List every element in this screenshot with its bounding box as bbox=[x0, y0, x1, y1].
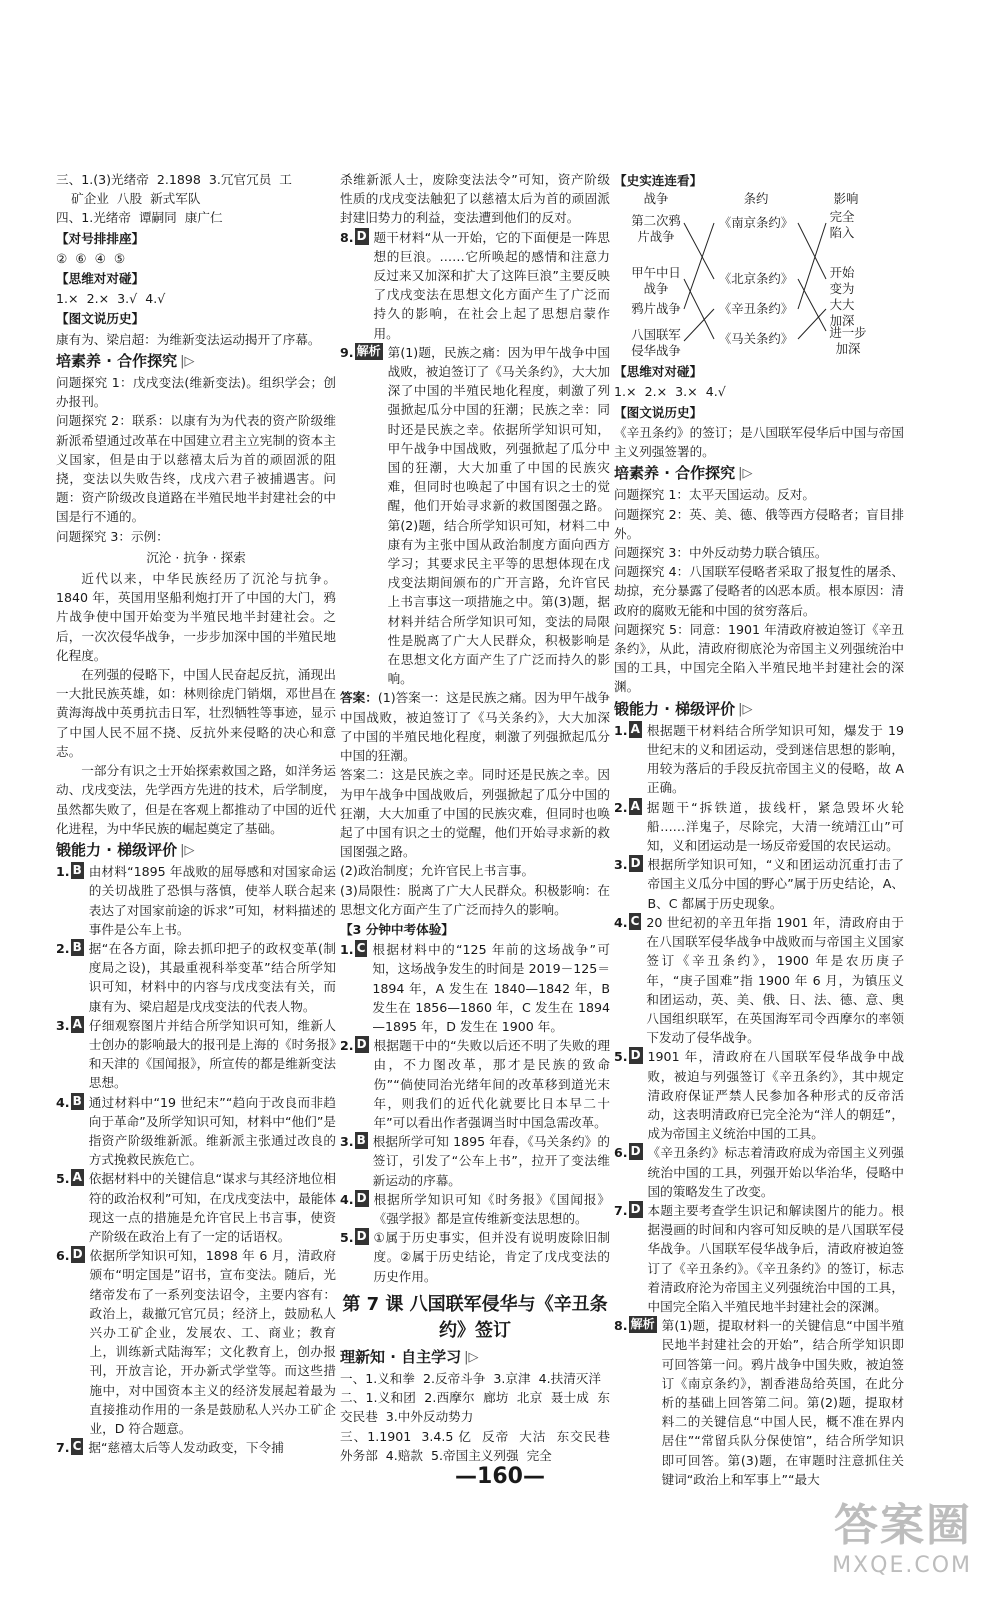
war-label: 鸦片战争 bbox=[631, 301, 681, 317]
answer-label: 答案： bbox=[340, 690, 378, 706]
item-text: 20 世纪初的辛丑年指 1901 年，清政府由于在八国联军侵华战争中战败而与帝国主义国家签订《辛丑条约》，1900 年是农历庚子年，“庚子国难”指 1900 年 6 月，为镇压义和团运动，英、美、俄、日、法、德、意、奥八国组织联军，在英国海军司令西摩尔的率领下发动了侵华战争。 bbox=[646, 914, 904, 1046]
answer-badge: D bbox=[356, 1229, 367, 1244]
answer-item bbox=[56, 939, 336, 1016]
answer-line: 四、1.光绪帝 谭嗣同 康广仁 bbox=[56, 210, 223, 226]
answer-badge: D bbox=[72, 1247, 83, 1262]
match-line bbox=[798, 223, 826, 279]
answer-badge: 解析 bbox=[356, 343, 381, 358]
answer-item bbox=[340, 1132, 610, 1190]
treaty-label: 《辛丑条约》 bbox=[718, 301, 794, 317]
item-text: 通过材料中“19 世纪末”“趋向于改良而非趋向于革命”及所学知识可知，材料中“他们”是指资产阶级维新派。维新派主张通过改良的方式挽救民族危亡。 bbox=[88, 1094, 336, 1168]
answer-badge: B bbox=[356, 1133, 366, 1148]
section-heading bbox=[340, 1348, 610, 1367]
item-number: 4. bbox=[614, 914, 628, 930]
answer-badge: D bbox=[630, 1144, 641, 1159]
section-tag: 【3 分钟中考体验】 bbox=[340, 921, 454, 937]
item-number: 2. bbox=[614, 799, 628, 815]
page-number: —160— bbox=[455, 1464, 545, 1489]
answer-badge: C bbox=[630, 913, 640, 928]
section-bar-icon: |▷ bbox=[180, 842, 195, 858]
answer-line: 矿企业 八股 新式军队 bbox=[71, 191, 201, 207]
item-number: 5. bbox=[340, 1230, 354, 1246]
section-tag: 【思维对对碰】 bbox=[614, 364, 703, 380]
item-number: 5. bbox=[614, 1049, 628, 1065]
war-label: 第二次鸦片战争 bbox=[631, 213, 681, 245]
item-number: 2. bbox=[340, 1038, 354, 1054]
column-3 bbox=[614, 170, 904, 1489]
answer-line: 三、1.(3)光绪帝 2.1898 3.冗官冗员 工 bbox=[56, 172, 292, 187]
answer-item bbox=[614, 855, 904, 913]
answer-badge: D bbox=[630, 1201, 641, 1216]
watermark-logo bbox=[832, 1489, 972, 1578]
answer-item bbox=[56, 862, 336, 939]
answer-item bbox=[614, 1047, 904, 1143]
war-label: 八国联军侵华战争 bbox=[631, 327, 681, 359]
knowledge-answer: 二、1.义和团 2.西摩尔 廊坊 北京 聂士成 东交民巷 3.中外反动势力 bbox=[340, 1390, 610, 1425]
item-text: 1901 年，清政府在八国联军侵华战争中战败，被迫与列强签订《辛丑条约》，其中规定清政府保证严禁人民参加各种形式的反帝活动，这表明清政府已完全沦为“洋人的朝廷”，成为帝国主义统治中国的工具。 bbox=[647, 1049, 904, 1142]
item-number: 6. bbox=[614, 1145, 628, 1161]
answer-item bbox=[56, 1246, 336, 1438]
answer-item bbox=[340, 228, 610, 343]
answer-item bbox=[340, 940, 610, 1036]
inquiry-answer: 问题探究 5：同意：1901 年清政府被迫签订《辛丑条约》，从此，清政府彻底沦为帝国主义列强统治中国的工具，中国完全陷入半殖民地半封建社会的深渊。 bbox=[614, 621, 904, 695]
answer-badge: D bbox=[630, 856, 641, 871]
answer-badge: B bbox=[72, 939, 82, 954]
section-tag: 【对号排排座】 bbox=[56, 230, 145, 246]
watermark-url: MXQE.COM bbox=[832, 1553, 972, 1578]
match-line bbox=[798, 223, 826, 309]
item-number: 2. bbox=[56, 940, 70, 956]
answer-text: (3)局限性：脱离了广大人民群众。积极影响：在思想文化方面产生了广泛而持久的影响。 bbox=[340, 882, 610, 917]
inquiry-answer: 问题探究 2：联系：以康有为为代表的资产阶级维新派希望通过改革在中国建立君主立宪制的资本主义国家，但是由于以慈禧太后为首的顽固派的阻挠，变法以失败告终，戊戌六君子被捕遇害。问题：资产阶级改良道路在半殖民地半封建社会的中国是行不通的。 bbox=[56, 413, 336, 525]
answer-item bbox=[340, 1228, 610, 1286]
item-text: 据题干“拆铁道，拔线杆，紧急毁坏火轮船……洋鬼子，尽除完，大清一统靖江山”可知，义和团运动是一场反帝爱国的农民运动。 bbox=[646, 799, 904, 854]
inquiry-answer: 问题探究 4：八国联军侵略者采取了报复性的屠杀、劫掠，充分暴露了侵略者的凶恶本质。根本原因：清政府的腐败无能和中国的贫穷落后。 bbox=[614, 564, 904, 618]
diagram-header: 条约 bbox=[743, 191, 769, 207]
answer-badge: A bbox=[72, 1016, 82, 1031]
section-heading-text: 培素养 · 合作探究 bbox=[614, 464, 736, 483]
answer-text: (1)答案一：这是民族之痛。因为甲午战争中国战败，被迫签订了《马关条约》，大大加深了中国的半殖民地化程度，刺激了列强掀起瓜分中国的狂潮。 bbox=[340, 690, 611, 764]
item-text: 依据所学知识可知，1898 年 6 月，清政府颁布“明定国是”诏书，宣布变法。随后，光绪帝发布了一系列变法诏令，主要内容有：政治上，裁撤冗官冗员；经济上，鼓励私人兴办工矿企业，发展农、工、商业；教育上，训练新式陆海军；文化教育上，创办报刊，开放言论，开办新式学堂等。而这些措施中，对中国资本主义的经济发展起着最为直接推动作用的一条是鼓励私人兴办工矿企业，D 符合题意。 bbox=[89, 1248, 336, 1436]
match-line bbox=[684, 309, 714, 341]
answer-item bbox=[340, 1190, 610, 1228]
item-number: 7. bbox=[614, 1202, 628, 1218]
war-label: 甲午中日战争 bbox=[631, 265, 681, 297]
item-text: 由材料“1895 年战败的屈辱感和对国家命运的关切战胜了恐惧与落慎，使举人联合起来表达了对国家前途的诉求”可知，材料描述的事件是公车上书。 bbox=[88, 864, 336, 937]
item-number: 1. bbox=[340, 942, 354, 958]
answer-list bbox=[56, 862, 336, 1457]
section-tag: 【图文说历史】 bbox=[614, 404, 703, 420]
item-text: 《辛丑条约》标志着清政府成为帝国主义列强统治中国的工具，列强开始以华治华，侵略中国的策略发生了改变。 bbox=[647, 1145, 904, 1199]
knowledge-answer: 一、1.义和拳 2.反帝斗争 3.京津 4.扶清灭洋 bbox=[340, 1370, 601, 1386]
inquiry-answer: 问题探究 2：英、美、德、俄等西方侵略者；盲目排外。 bbox=[614, 506, 904, 541]
effect-label: 进一步加深 bbox=[829, 325, 867, 357]
item-number: 4. bbox=[340, 1191, 354, 1207]
answer-item bbox=[56, 1016, 336, 1093]
knowledge-answer: 三、1.1901 3.4.5 亿 反帝 大沽 东交民巷 外务部 4.赔款 5.帝国主义列强 完全 bbox=[340, 1428, 619, 1463]
item-text: 根据材料中的“125 年前的这场战争”可知，这场战争发生的时间是 2019－125＝1894 年，A 发生在 1840—1842 年，B 发生在 1856—1860 年，C 发生在 1894—1895 年，D 发生在 1900 年。 bbox=[372, 942, 610, 1034]
essay-paragraph: 一部分有识之士开始探索救国之路，如洋务运动、戊戌变法，先学西方先进的技术，后学制度，虽然都失败了，但是在客观上都推动了中国的近代化进程，为中华民族的崛起奠定了基础。 bbox=[56, 763, 336, 836]
match-line bbox=[684, 223, 714, 279]
section-heading bbox=[614, 700, 904, 719]
item-number: 3. bbox=[614, 857, 628, 873]
column-1 bbox=[56, 170, 336, 1457]
item-text: 依据材料中的关键信息“谋求与其经济地位相符的政治权利”可知，在戊戌变法中，最能体现这一点的措施是允许官民上书言事，使资产阶级在政治上有了一定的话语权。 bbox=[88, 1171, 336, 1244]
item-number: 8. bbox=[340, 229, 354, 245]
treaty-label: 《马关条约》 bbox=[718, 331, 794, 347]
answer-item bbox=[340, 1036, 610, 1132]
answer-item bbox=[56, 1438, 336, 1457]
answer-badge: B bbox=[72, 863, 82, 878]
item-text: 根据所学知识可知《时务报》《国闻报》《强学报》都是宣传维新变法思想的。 bbox=[373, 1191, 610, 1226]
item-text: 根据所学知识可知，“义和团运动沉重打击了帝国主义瓜分中国的野心”属于历史结论，A、B、C 都属于历史现象。 bbox=[647, 857, 904, 911]
section-tag: 【思维对对碰】 bbox=[56, 271, 145, 287]
answer-item bbox=[614, 721, 904, 798]
answer-text: 答案二：这是民族之幸。同时还是民族之幸。因为甲午战争中国战败后，列强掀起了瓜分中国的狂潮，大大加重了中国的民族灾难，但同时也唤起了中国有识之士的觉醒，他们开始寻求新的救国图强之路。 bbox=[340, 767, 610, 860]
answer-item bbox=[614, 1201, 904, 1316]
section-tag: 【史实连连看】 bbox=[614, 173, 703, 188]
answer-item bbox=[56, 1169, 336, 1246]
section-heading-text: 锻能力 · 梯级评价 bbox=[56, 840, 178, 859]
item-text: 第(1)题，民族之痛：因为甲午战争中国战败，被迫签订了《马关条约》，大大加深了中国的半殖民地化程度，刺激了列强掀起瓜分中国的狂潮；民族之幸：同时还是民族之幸。依据所学知识可知，甲午战争中国战败，列强掀起了瓜分中国的狂潮，大大加重了中国的民族灾难，但同时也唤起了中国有识之士的觉醒，他们开始寻求新的救国图强之路。第(2)题，结合所学知识可知，材料二中康有为主张中国从政治制度方面向西方学习；其要求民主平等的思想体现在戊戌变法期间颁布的广开言路，允许官民上书言事这一项措施之中。第(3)题，据材料并结合所学知识可知，变法的局限性是脱离了广大人民群众，积极影响是在思想文化方面产生了广泛而持久的影响。 bbox=[387, 344, 610, 687]
inquiry-answer: 问题探究 1：戊戌变法(维新变法)。组织学会；创办报刊。 bbox=[56, 375, 336, 410]
treaty-label: 《北京条约》 bbox=[718, 271, 794, 287]
answer-item bbox=[340, 343, 610, 689]
answer-item bbox=[56, 1093, 336, 1170]
match-line bbox=[798, 279, 826, 331]
answer-badge: B bbox=[72, 1093, 82, 1108]
watermark-text: 答案圈 bbox=[834, 1500, 972, 1551]
section-bar-icon: |▷ bbox=[180, 353, 195, 369]
answer-item bbox=[614, 798, 904, 856]
item-number: 3. bbox=[340, 1134, 354, 1150]
answer-badge: D bbox=[356, 1190, 367, 1205]
continued-text: 杀维新派人士，废除变法法令”可知，资产阶级性质的戊戌变法触犯了以慈禧太后为首的顽固派封建旧势力的利益，变法遭到他们的反对。 bbox=[340, 172, 610, 226]
answer-badge: D bbox=[356, 1037, 367, 1052]
item-number: 3. bbox=[56, 1017, 70, 1033]
item-text: 第(1)题，提取材料一的关键信息“中国半殖民地半封建社会的开始”，结合所学知识即可回答第一问。鸦片战争中国失败，被迫签订《南京条约》，割香港岛给英国，在此分析的基础上回答第二问。第(2)题，提取材料二的关键信息“中国人民，概不准在界内居住”“常留兵队分保使馆”，结合所学知识即可回答。第(3)题，在审题时注意抓住关键词“政治上和军事上”“最大 bbox=[661, 1318, 904, 1487]
answer-item bbox=[614, 913, 904, 1047]
essay-paragraph: 近代以来，中华民族经历了沉沦与抗争。1840 年，英国用坚船利炮打开了中国的大门，鸦片战争使中国开始变为半殖民地半封建社会。之后，一次次侵华战争，一步步加深中国的半殖民地化程度。 bbox=[56, 571, 336, 663]
item-number: 7. bbox=[56, 1440, 70, 1456]
answer-text: (2)政治制度；允许官民上书言事。 bbox=[340, 863, 535, 879]
section-heading bbox=[614, 464, 904, 483]
item-text: 根据题干材料结合所学知识可知，爆发于 19 世纪末的义和团运动，受到迷信思想的影响，用较为落后的手段反抗帝国主义的侵略，故 A 正确。 bbox=[646, 722, 904, 796]
item-text: 题干材料“从一开始，它的下面便是一阵思想的巨浪。……它所唤起的感情和注意力反过来又加深和扩大了这阵巨浪”主要反映了戊戌变法在思想文化方面产生了广泛而持久的影响，在社会上起了思想启蒙作用。 bbox=[373, 229, 610, 341]
answer-line: 1.× 2.× 3.√ 4.√ bbox=[56, 291, 166, 307]
answer-item bbox=[614, 1143, 904, 1201]
answer-line: ② ⑥ ④ ⑤ bbox=[56, 250, 126, 266]
item-number: 4. bbox=[56, 1094, 70, 1110]
match-line bbox=[684, 223, 714, 309]
item-text: 据“慈禧太后等人发动政变，下令捕 bbox=[88, 1440, 284, 1456]
answer-badge: D bbox=[356, 228, 367, 243]
item-text: 本题主要考查学生识记和解读图片的能力。根据漫画的时间和内容可知反映的是八国联军侵华战争。八国联军侵华战争后，清政府被迫签订了《辛丑条约》。《辛丑条约》的签订，标志着清政府沦为帝国主义列强统治中国的工具，中国完全陷入半殖民地半封建社会的深渊。 bbox=[647, 1202, 904, 1314]
diagram-header: 影响 bbox=[833, 191, 859, 207]
answer-badge: 解析 bbox=[630, 1317, 655, 1332]
item-number: 8. bbox=[614, 1318, 628, 1334]
inquiry-answer: 问题探究 3：示例： bbox=[56, 528, 169, 544]
item-number: 5. bbox=[56, 1171, 70, 1187]
essay-title: 沉沦 · 抗争 · 探索 bbox=[146, 549, 246, 565]
answer-line: 《辛丑条约》的签订；是八国联军侵华后中国与帝国主义列强签署的。 bbox=[614, 424, 904, 460]
section-bar-icon: |▷ bbox=[464, 1349, 479, 1365]
answer-badge: A bbox=[630, 798, 640, 813]
matching-diagram bbox=[614, 191, 904, 361]
column-2 bbox=[340, 170, 619, 1465]
answer-badge: A bbox=[72, 1170, 82, 1185]
inquiry-answer: 问题探究 3：中外反动势力联合镇压。 bbox=[614, 545, 828, 561]
section-heading bbox=[56, 352, 336, 371]
answer-line: 康有为、梁启超：为维新变法运动揭开了序幕。 bbox=[56, 331, 321, 347]
diagram-header: 战争 bbox=[643, 191, 669, 207]
treaty-label: 《南京条约》 bbox=[718, 215, 794, 231]
item-text: 根据题干中的“失败以后还不明了失败的理由，不力图改革，那才是民族的致命伤”“倘使同治光绪年间的改革移到道光末年，则我们的近代化就要比日本早二十年”可以看出作者强调当时中国急需改革。 bbox=[373, 1038, 610, 1130]
effect-label: 完全陷入 bbox=[829, 209, 855, 241]
item-text: 根据所学可知 1895 年春，《马关条约》的签订，引发了“公车上书”，拉开了变法维新运动的序幕。 bbox=[372, 1134, 610, 1188]
section-heading bbox=[56, 841, 336, 860]
section-tag: 【图文说历史】 bbox=[56, 311, 145, 327]
item-text: 据“在各方面，除去抓印把子的政权变革(制度局之设)，其最重视科举变革”结合所学知识可知，材料中的内容与戊戌变法有关，而康有为、梁启超是戊戌变法的代表人物。 bbox=[88, 940, 336, 1014]
essay-paragraph: 在列强的侵略下，中国人民奋起反抗，涌现出一大批民族英雄，如：林则徐虎门销烟，邓世昌在黄海海战中英勇抗击日军，壮烈牺牲等事迹，显示了中国人民不屈不挠、反抗外来侵略的决心和意志。 bbox=[56, 667, 336, 759]
item-number: 9. bbox=[340, 344, 354, 360]
effect-label: 大大加深 bbox=[829, 297, 855, 329]
answer-badge: C bbox=[356, 941, 366, 956]
inquiry-answer: 问题探究 1：太平天国运动。反对。 bbox=[614, 487, 815, 503]
effect-label: 开始变为 bbox=[829, 265, 855, 297]
answer-badge: C bbox=[72, 1439, 82, 1454]
section-heading-text: 培素养 · 合作探究 bbox=[56, 351, 178, 370]
answer-badge: D bbox=[630, 1048, 641, 1063]
match-line bbox=[684, 279, 714, 339]
answer-line: 1.× 2.× 3.× 4.√ bbox=[614, 384, 726, 400]
lesson-title: 第 7 课 八国联军侵华与《辛丑条约》签订 bbox=[342, 1293, 608, 1341]
section-heading-text: 理新知 · 自主学习 bbox=[340, 1347, 462, 1366]
item-number: 1. bbox=[614, 722, 628, 738]
item-text: 仔细观察图片并结合所学知识可知，维新人士创办的影响最大的报刊是上海的《时务报》和天津的《国闻报》，所宣传的都是维新变法思想。 bbox=[88, 1017, 336, 1091]
item-number: 6. bbox=[56, 1248, 70, 1264]
item-number: 1. bbox=[56, 864, 70, 880]
section-heading-text: 锻能力 · 梯级评价 bbox=[614, 699, 736, 718]
answer-badge: A bbox=[630, 721, 640, 736]
item-text: ①属于历史事实，但并没有说明废除旧制度。②属于历史结论，肯定了戊戌变法的历史作用。 bbox=[373, 1230, 610, 1284]
section-bar-icon: |▷ bbox=[738, 701, 753, 717]
section-bar-icon: |▷ bbox=[738, 466, 753, 482]
